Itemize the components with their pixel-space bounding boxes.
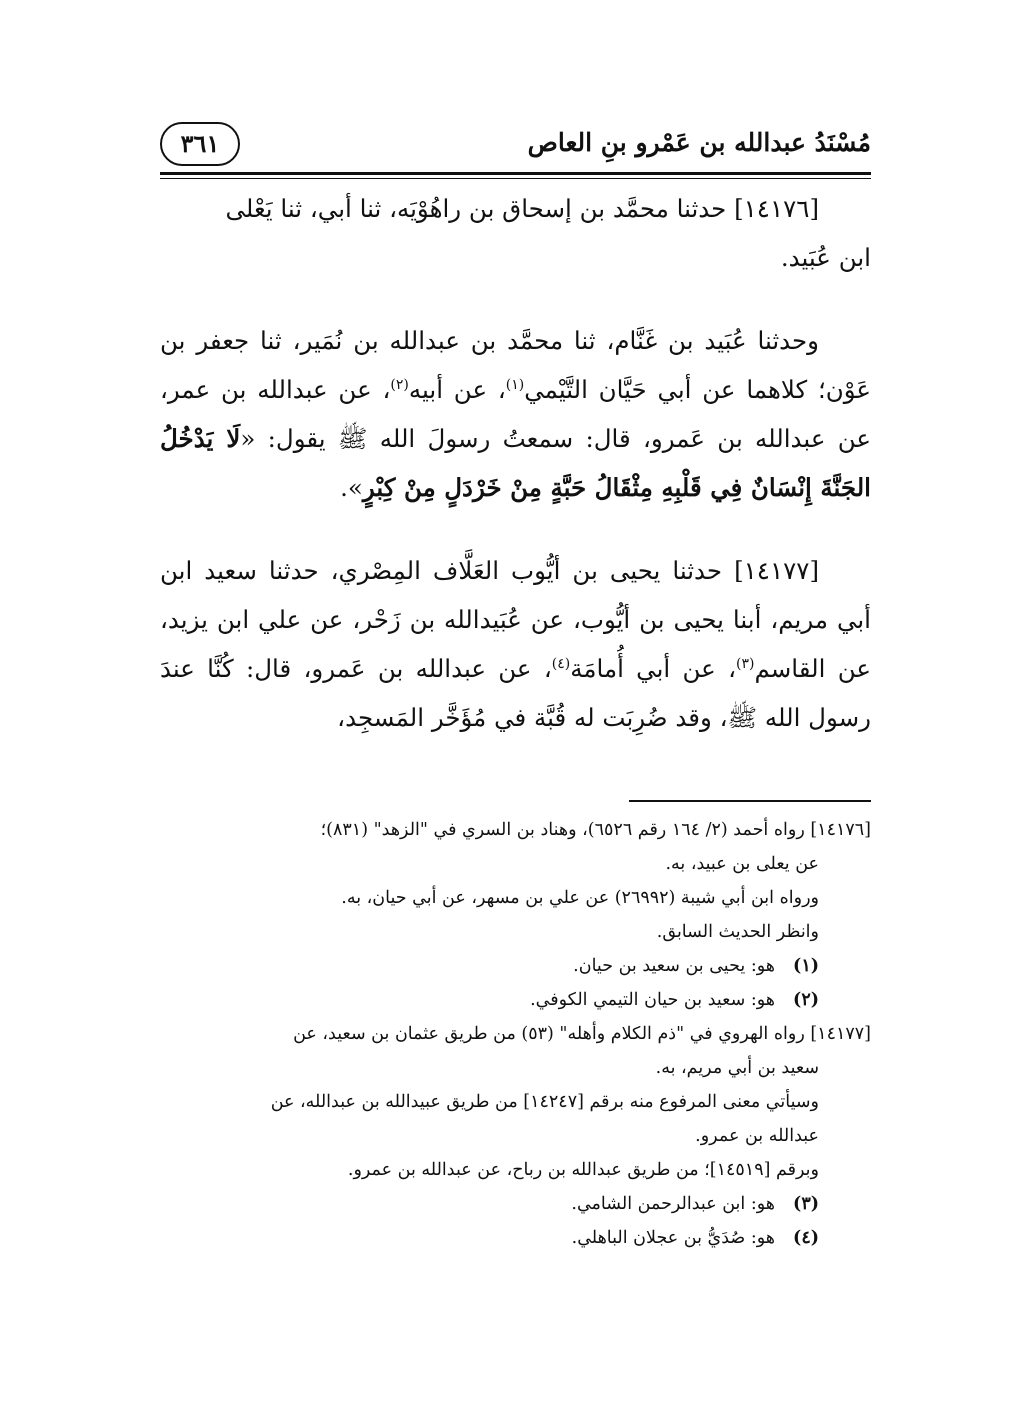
chain-text: [١٤١٧٧] حدثنا يحيى بن أيُّوب العَلَّاف المِصْري، حدثنا سعيد ابن أبي مريم، أبنا يحيى بن أيُّوب، عن عُبَيدالله بن زَحْر، عن علي ابن يزيد، عن القاسم bbox=[160, 556, 871, 683]
takhrij-14177-line1: [١٤١٧٧] رواه الهروي في "ذم الكلام وأهله" (٥٣) من طريق عثمان بن سعيد، عن bbox=[293, 1024, 871, 1044]
footnote-4 bbox=[160, 1221, 871, 1255]
footnote-ref-2: (٢) bbox=[390, 376, 409, 393]
chain-text: ، عن عبدالله بن عمر، عن عبدالله بن عَمرو، قال: سمعتُ رسولَ الله ﷺ يقول: « bbox=[160, 375, 871, 453]
hadith-14177 bbox=[160, 546, 871, 742]
chain-text: ، عن أبي أُمامَة bbox=[570, 654, 736, 683]
chain-text: وحدثنا عُبَيد بن غَنَّام، ثنا محمَّد بن عبدالله بن نُمَير، ثنا جعفر بن عَوْن؛ كلاهما عن أبي حَيَّان التَّيْمي bbox=[160, 326, 871, 404]
takhrij-14176-line2: عن يعلى بن عبيد، به. bbox=[665, 854, 819, 874]
footnote-separator bbox=[629, 800, 871, 802]
header-rule-thick bbox=[160, 172, 871, 175]
takhrij-14177-line4: عبدالله بن عمرو. bbox=[695, 1126, 819, 1146]
hadith-14176 bbox=[160, 184, 871, 282]
quote-close: ». bbox=[340, 473, 363, 502]
footnote-1-number: (١) bbox=[793, 956, 819, 976]
footnote-1-text: هو: يحيى بن سعيد بن حيان. bbox=[573, 956, 775, 976]
footnote-ref-3: (٣) bbox=[736, 655, 755, 672]
takhrij-14176-line3: ورواه ابن أبي شيبة (٢٦٩٩٢) عن علي بن مسهر، عن أبي حيان، به. bbox=[341, 888, 819, 908]
footnote-1 bbox=[160, 949, 871, 983]
footnote-3-number: (٣) bbox=[793, 1194, 819, 1214]
footnotes bbox=[160, 813, 871, 1255]
page-number: ٣٦١ bbox=[160, 122, 240, 166]
main-text bbox=[160, 184, 871, 742]
footnote-ref-1: (١) bbox=[505, 376, 525, 393]
hadith-matn: لَا يَدْخُلُ الجَنَّةَ إِنْسَانٌ فِي قَلْبِهِ مِثْقَالُ حَبَّةٍ مِنْ خَرْدَلٍ مِنْ كِبْرٍ bbox=[160, 424, 871, 502]
running-title: مُسْنَدُ عبدالله بن عَمْرو بنِ العاص bbox=[527, 128, 871, 157]
hadith-14176-second-chain bbox=[160, 316, 871, 512]
takhrij-14177-line2: سعيد بن أبي مريم، به. bbox=[655, 1058, 819, 1078]
footnote-2 bbox=[160, 983, 871, 1017]
footnote-4-text: هو: صُدَيُّ بن عجلان الباهلي. bbox=[571, 1228, 775, 1248]
footnote-2-text: هو: سعيد بن حيان التيمي الكوفي. bbox=[530, 990, 775, 1010]
takhrij-14176-line1: [١٤١٧٦] رواه أحمد (٢/ ١٦٤ رقم ٦٥٢٦)، وهناد بن السري في "الزهد" (٨٣١)؛ bbox=[320, 820, 871, 840]
page-header bbox=[160, 118, 871, 174]
header-rule-thin bbox=[160, 178, 871, 179]
footnote-3 bbox=[160, 1187, 871, 1221]
footnote-ref-4: (٤) bbox=[551, 655, 571, 672]
footnote-3-text: هو: ابن عبدالرحمن الشامي. bbox=[571, 1194, 775, 1214]
footnote-4-number: (٤) bbox=[793, 1228, 819, 1248]
chain-text: ، عن عبدالله بن عَمرو، قال: كُنَّا عندَ رسول الله ﷺ، وقد ضُرِبَت له قُبَّة في مُؤَخَّر المَسجِد، bbox=[160, 654, 871, 732]
takhrij-14176-line4: وانظر الحديث السابق. bbox=[656, 922, 819, 942]
hadith-14176-line2: ابن عُبَيد. bbox=[780, 243, 871, 272]
takhrij-14177-line3: وسيأتي معنى المرفوع منه برقم [١٤٢٤٧] من طريق عبيدالله بن عبدالله، عن bbox=[270, 1092, 819, 1112]
takhrij-14177-line5: وبرقم [١٤٥١٩]؛ من طريق عبدالله بن رباح، عن عبدالله بن عمرو. bbox=[347, 1160, 819, 1180]
hadith-14176-line1: [١٤١٧٦] حدثنا محمَّد بن إسحاق بن راهُوْيَه، ثنا أبي، ثنا يَعْلى bbox=[225, 194, 819, 223]
chain-text: ، عن أبيه bbox=[408, 375, 506, 404]
footnote-2-number: (٢) bbox=[793, 990, 819, 1010]
